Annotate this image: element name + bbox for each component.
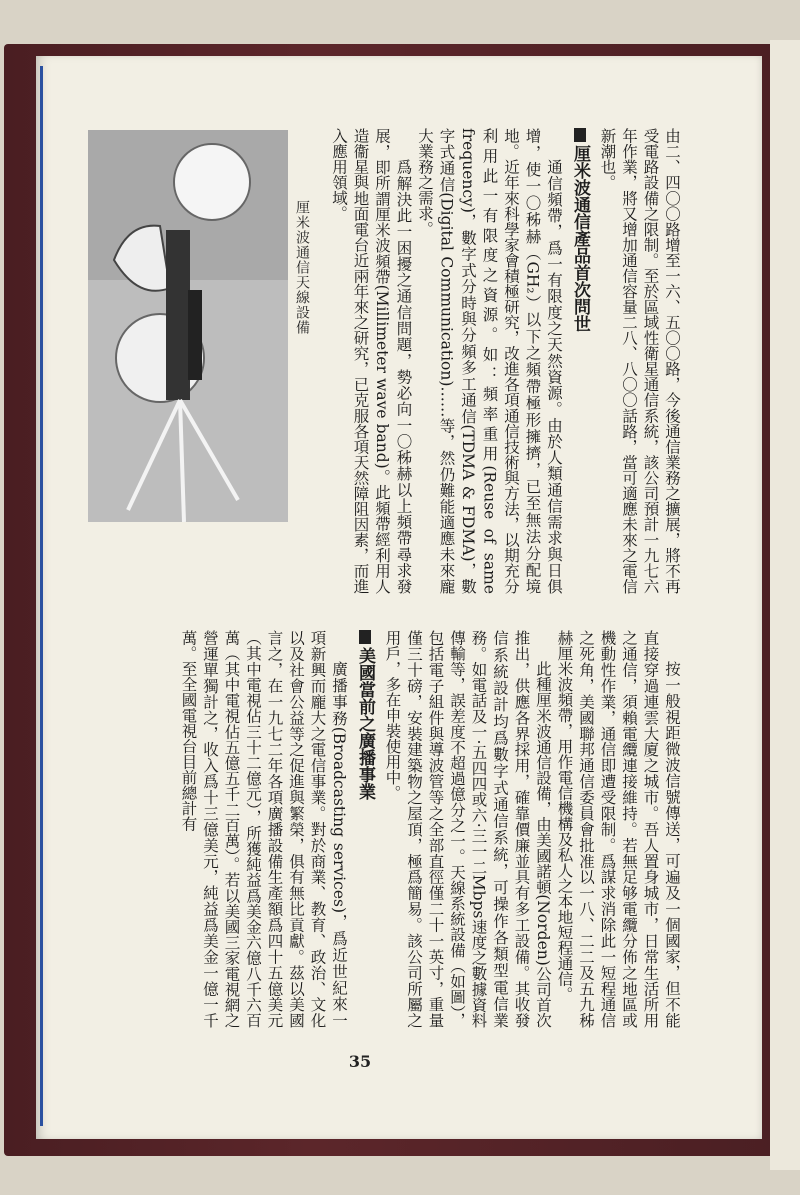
page-number: 35 [348,1052,372,1071]
heading-marker-icon [574,128,586,142]
heading-marker-icon [359,630,371,644]
millimeter-paragraph-4: 此種厘米波通信設備，由美國諾頓(Norden)公司首次推出，供應各界採用，確靠價廉並具有多工設備。其收發信系統設計均爲數字式通信系統，可操作各類型電信業務。如電話及一·五四四或六·三一二Mbps速度之數據資料傳輸等，誤差度不超過億分之一。天線系統設備（如圖），包括電子組件與導波管等之全部直徑僅二十一英寸，重量僅三十磅，安裝建築物之屋頂，極爲簡易。該公司所屬之用戶，多在申裝使用中。 [383,630,552,1028]
lower-text-block [72,630,682,1028]
spine-line [40,66,43,1126]
upper-text-block [332,128,682,594]
section-heading-millimeter: 厘米波通信產品首次問世 [568,128,592,594]
intro-paragraph: 由二、四〇〇路增至一六、五〇〇路，今後通信業務之擴展，將不再受電路設備之限制。至於區域性衛星通信系統，該公司預計一九七六年作業，將又增加通信容量二八、八〇〇話路，當可適應未來之電信新潮也。 [598,128,681,594]
millimeter-paragraph-1: 通信頻帶，爲一有限度之天然資源。由於人類通信需求與日俱增，使一〇秭赫（GH₂）以下之頻帶極形擁擠，已至無法分配境地。近年來科學家會積極研究，改進各項通信技術與方法，以期充分利用此一有限度之資源。如：頻率重用(Reuse of same frequency)，數字式分時與分頻多工通信(TDMA & FDMA)，數字式通信(Digital Communication)……等，然仍難能適應未來龐大業務之需求。 [416,128,563,594]
section-heading-broadcasting: 美國當前之廣播事業 [353,630,377,1028]
millimeter-paragraph-2: 爲解決此一困擾之通信問題，勢必向一〇秭赫以上頻帶尋求發展，即所謂厘米波頻帶(Millimeter wave band)。此頻帶經利用人造衞星與地面電台近兩年來之研究，已克服各項天然障阻因素，而進入應用領域。 [330,128,413,594]
photo-caption: 厘米波通信天線設備 [294,200,310,335]
broadcasting-paragraph-1: 廣播事務(Broadcasting services)，爲近世紀來一項新興而龐大之電信事業。對於商業、教育、政治、文化以及社會公益等之促進與繁榮，俱有無比貢獻。茲以美國言之，在一九七二年各項廣播設備生產額爲四十五億美元（其中電視佔三十二億元），所獲純益爲美金六億八千六百萬（其中電視佔五億五千二百萬）。若以美國三家電視網之營運單獨計之，收入爲十三億美元，純益爲美金一億一千萬。至全國電視台目前總計有 [179,630,348,1028]
adjacent-page-edge [770,40,800,1170]
millimeter-paragraph-3: 按一般視距微波信號傳送，可遍及一個國家，但不能直接穿過連雲大廈之城市。吾人置身城市，日常生活所用之通信，須賴電纜連接維持。若無足够電纜分佈之地區或機動性作業，通信即遭受限制。爲謀求消除此一短程通信之死角，美國聯邦通信委員會批准以一八、二二及五九秭赫厘米波頻帶，用作電信機構及私人之本地短程通信。 [555,630,681,1028]
antenna-photo [88,130,288,522]
